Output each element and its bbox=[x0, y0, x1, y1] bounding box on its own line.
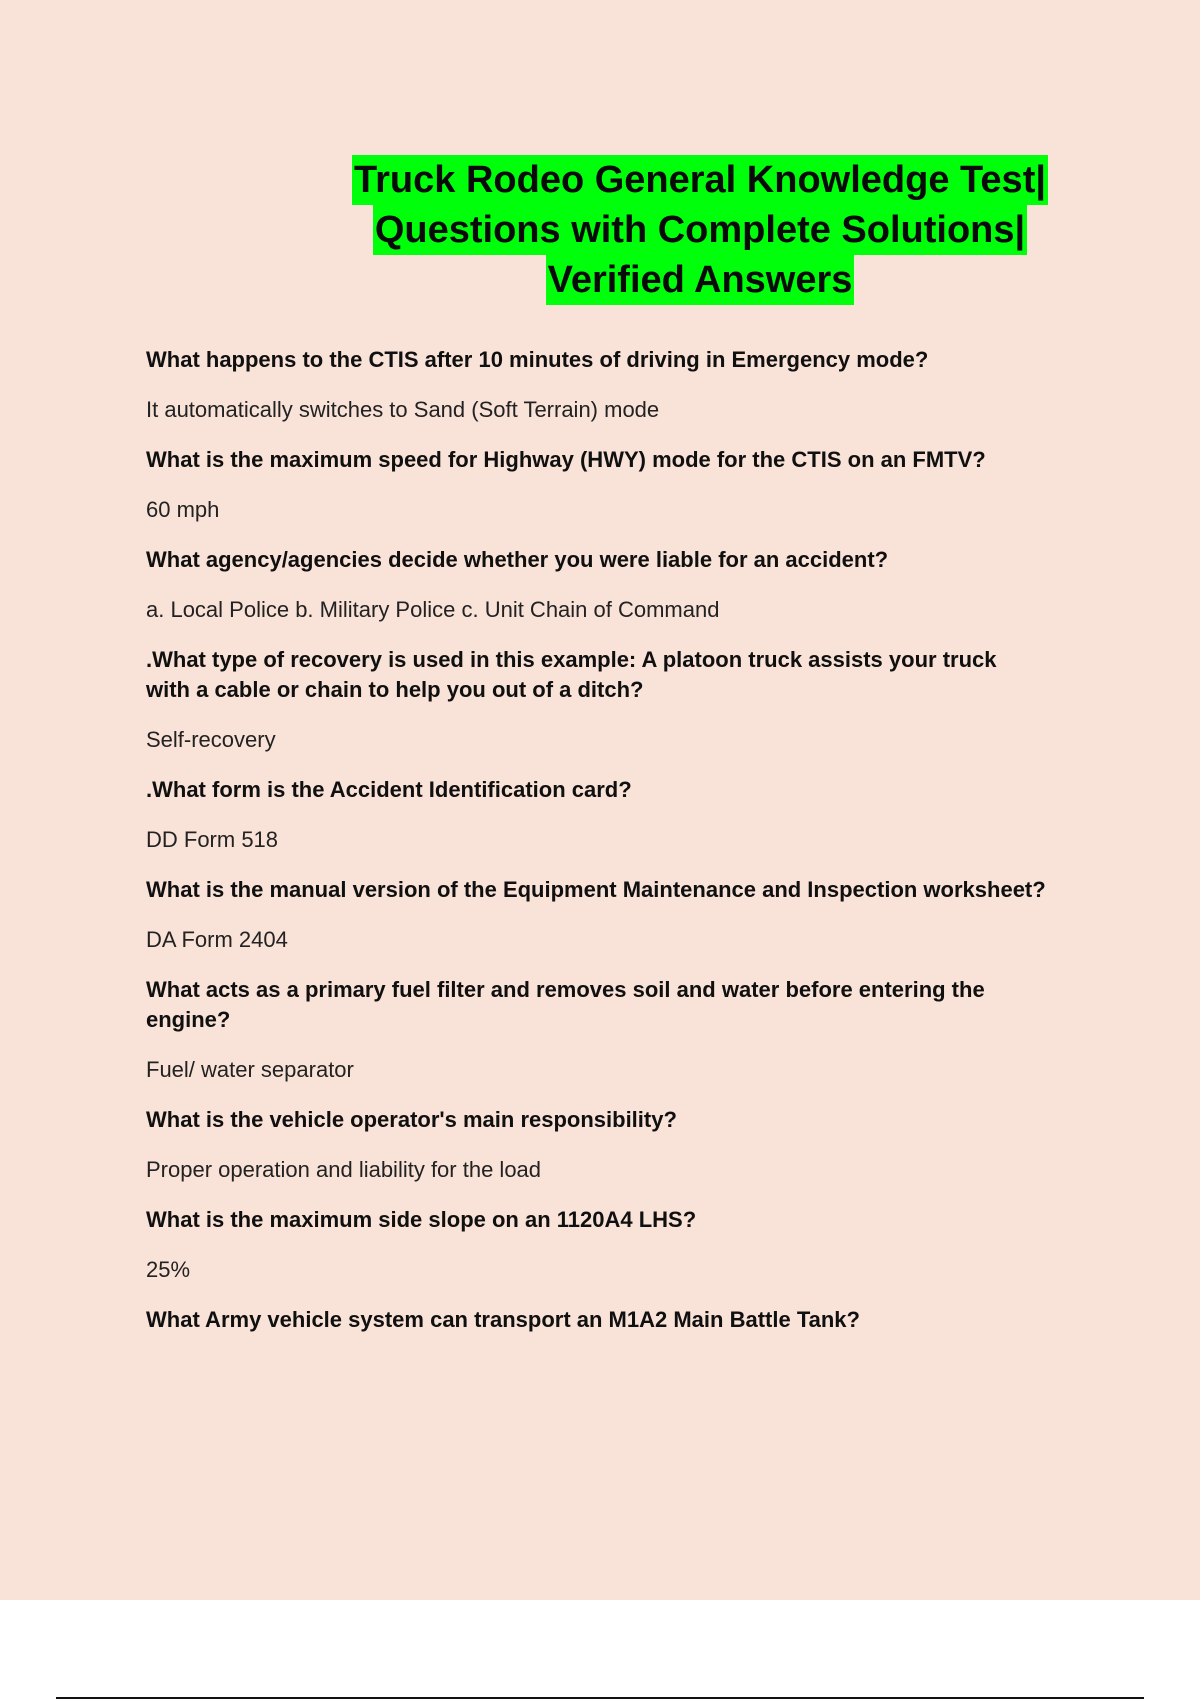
answer-text: DD Form 518 bbox=[146, 827, 279, 852]
question-text: What Army vehicle system can transport an M1A2 Main Battle Tank? bbox=[146, 1307, 860, 1332]
qa-item bbox=[146, 875, 1046, 955]
qa-item bbox=[146, 975, 1046, 1085]
question-text: What happens to the CTIS after 10 minutes of driving in Emergency mode? bbox=[146, 347, 929, 372]
qa-item bbox=[146, 645, 1046, 755]
qa-item bbox=[146, 445, 1046, 525]
page-divider bbox=[56, 1697, 1144, 1699]
document-title bbox=[330, 155, 1070, 305]
question-text: What is the manual version of the Equipment Maintenance and Inspection worksheet? bbox=[146, 877, 1046, 902]
answer-text: 60 mph bbox=[146, 497, 220, 522]
answer-text: Self-recovery bbox=[146, 727, 276, 752]
question-text: .What type of recovery is used in this example: A platoon truck assists your truck with a cable or chain to help you out of a ditch? bbox=[146, 647, 997, 702]
answer-text: 25% bbox=[146, 1257, 191, 1282]
answer-text: DA Form 2404 bbox=[146, 927, 288, 952]
question-text: What is the maximum speed for Highway (HWY) mode for the CTIS on an FMTV? bbox=[146, 447, 986, 472]
answer-text: Proper operation and liability for the load bbox=[146, 1157, 542, 1182]
question-text: What is the vehicle operator's main responsibility? bbox=[146, 1107, 677, 1132]
qa-item bbox=[146, 1305, 1046, 1335]
answer-text: a. Local Police b. Military Police c. Unit Chain of Command bbox=[146, 597, 720, 622]
title-line-2: Questions with Complete Solutions| bbox=[373, 205, 1027, 255]
answer-text: It automatically switches to Sand (Soft Terrain) mode bbox=[146, 397, 660, 422]
title-line-1: Truck Rodeo General Knowledge Test| bbox=[352, 155, 1048, 205]
qa-item bbox=[146, 345, 1046, 425]
question-text: .What form is the Accident Identification card? bbox=[146, 777, 632, 802]
question-text: What is the maximum side slope on an 1120A4 LHS? bbox=[146, 1207, 697, 1232]
title-line-3: Verified Answers bbox=[546, 255, 855, 305]
answer-text: Fuel/ water separator bbox=[146, 1057, 354, 1082]
question-text: What agency/agencies decide whether you were liable for an accident? bbox=[146, 547, 889, 572]
qa-item bbox=[146, 545, 1046, 625]
question-answer-list bbox=[146, 345, 1046, 1355]
qa-item bbox=[146, 775, 1046, 855]
qa-item bbox=[146, 1105, 1046, 1185]
question-text: What acts as a primary fuel filter and removes soil and water before entering the engine? bbox=[146, 977, 985, 1032]
qa-item bbox=[146, 1205, 1046, 1285]
